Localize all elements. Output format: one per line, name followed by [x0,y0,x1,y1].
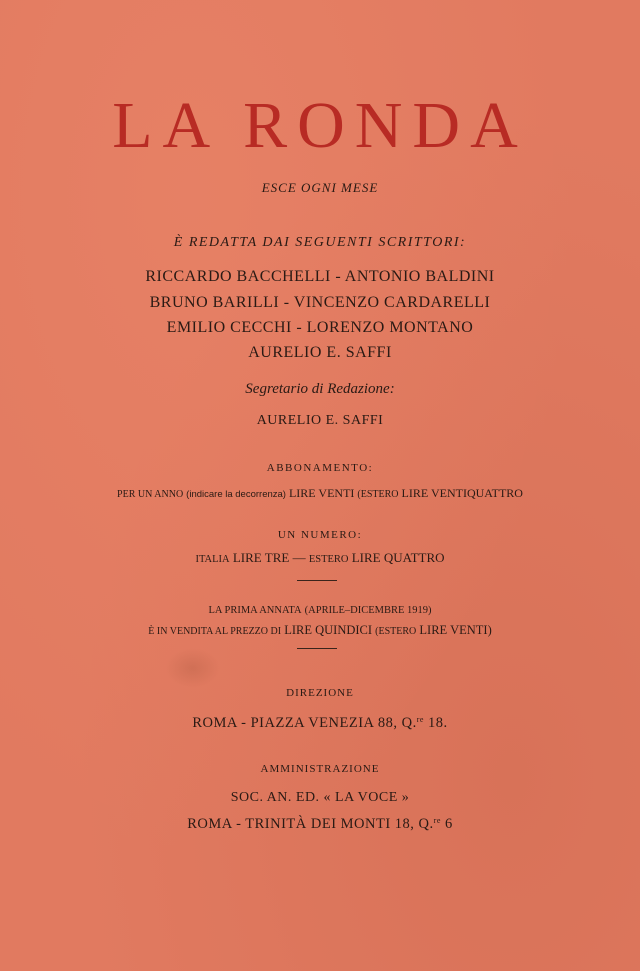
subscription-note: (indicare la decorrenza) [186,489,286,500]
administration-address [0,816,640,833]
subscription-foreign-price: LIRE VENTIQUATTRO [401,486,523,500]
secretary-label: Segretario di Redazione: [245,381,395,397]
single-issue-italy-price: LIRE TRE [232,550,290,565]
single-issue-heading: UN NUMERO: [277,529,363,541]
writers-line: BRUNO BARILLI - VINCENZO CARDARELLI [149,294,491,311]
first-year-foreign-price: LIRE VENTI) [419,623,492,637]
direction-address-main: ROMA - PIAZZA VENEZIA 88, Q. [192,715,417,731]
first-year-price: LIRE QUINDICI [284,623,373,637]
subscription-heading: ABBONAMENTO: [266,462,374,474]
single-issue-separator: — [292,550,306,565]
subscription-price: LIRE VENTI [288,486,355,500]
administration-heading: AMMINISTRAZIONE [260,763,380,775]
direction-address-end: 18. [428,715,448,731]
secretary-name: AURELIO E. SAFFI [256,413,384,428]
divider-rule [297,648,337,649]
administration-publisher: SOC. AN. ED. « LA VOCE » [230,790,410,805]
first-year-period: (APRILE–DICEMBRE 1919) [304,605,432,616]
subscription-text [0,486,640,501]
writers-line: AURELIO E. SAFFI [248,344,392,361]
divider-rule [297,580,337,581]
single-issue-foreign-label: ESTERO [308,554,349,565]
subscription-prefix: PER UN ANNO [117,489,184,500]
direction-heading: DIREZIONE [286,687,354,699]
direction-address-sup: re [416,715,424,724]
writers-line: EMILIO CECCHI - LORENZO MONTANO [166,319,474,336]
first-year-sale-prefix: È IN VENDITA AL PREZZO DI [148,626,282,637]
single-issue-italy-label: ITALIA [195,554,230,565]
administration-address-end: 6 [445,816,453,832]
single-issue-foreign-price: LIRE QUATTRO [351,550,445,565]
first-year-prefix: LA PRIMA ANNATA [208,605,302,616]
editors-heading: È REDATTA DAI SEGUENTI SCRITTORI: [173,235,467,250]
first-year-line-1 [0,602,640,617]
writers-line: RICCARDO BACCHELLI - ANTONIO BALDINI [145,268,495,285]
first-year-foreign-label: (ESTERO [375,626,417,637]
first-year-line-2 [0,623,640,638]
paper-stain [165,648,220,688]
single-issue-text [0,550,640,566]
subscription-foreign-label: (ESTERO [357,489,399,500]
direction-address [0,715,640,732]
subtitle: ESCE OGNI MESE [261,180,379,195]
masthead-title: LA RONDA [112,89,528,162]
administration-address-sup: re [433,816,441,825]
administration-address-main: ROMA - TRINITÀ DEI MONTI 18, Q. [187,816,434,832]
